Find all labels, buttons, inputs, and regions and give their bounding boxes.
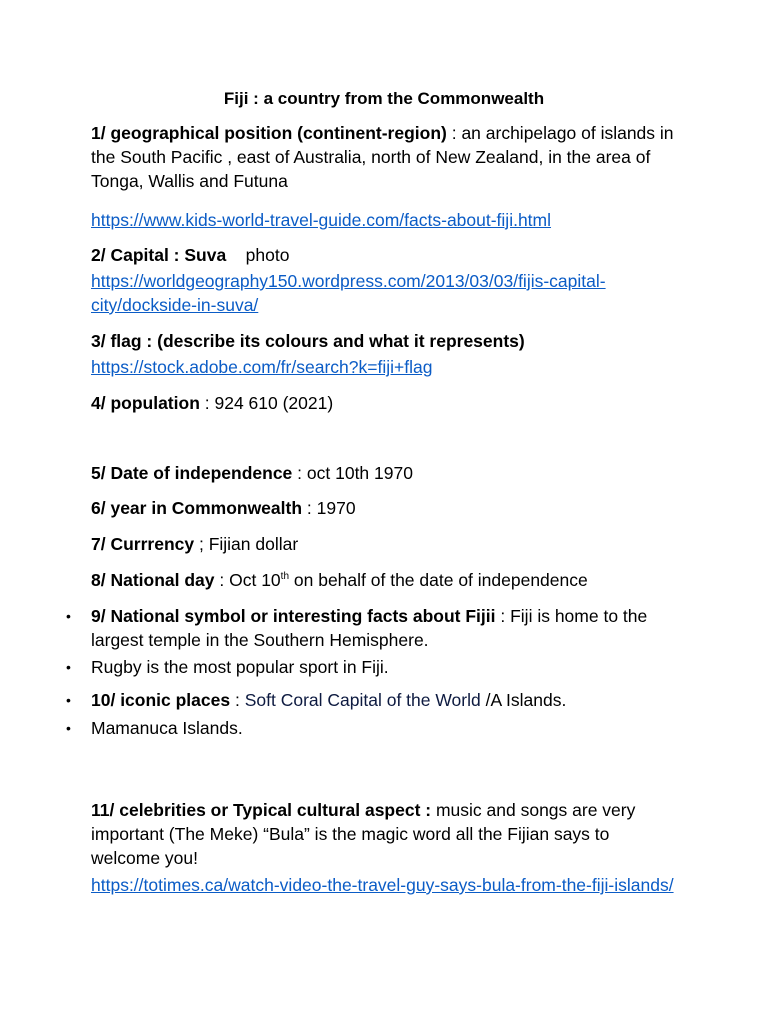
- bullet-symbol: •: [66, 692, 71, 708]
- kids-world-travel-guide-link[interactable]: https://www.kids-world-travel-guide.com/facts-about-fiji.html: [91, 210, 552, 230]
- section-population: 4/ population : 924 610 (2021): [91, 393, 334, 413]
- section-text: oct 10th 1970: [306, 463, 413, 483]
- section-currency: 7/ Currrency ; Fijian dollar: [91, 534, 299, 554]
- bullet-item-mamanuca: Mamanuca Islands.: [91, 718, 243, 738]
- worldgeography-link[interactable]: https://worldgeography150.wordpress.com/2013/03/03/fijis-capital-city/dockside-in-suva/: [91, 271, 606, 315]
- section-label: 7/ Currrency: [91, 534, 195, 554]
- section-geographical-position: 1/ geographical position (continent-region) : an archipelago of islands in the South Pacific , east of Australia, north of New Zealand, in the area of Tonga, Wallis and Futuna: [91, 123, 674, 191]
- bullet-symbol: •: [66, 720, 71, 736]
- bullet-symbol: •: [66, 608, 71, 624]
- section-label: 11/ celebrities or Typical cultural aspect :: [91, 800, 432, 820]
- soft-coral-capital-text: Soft Coral Capital of the World: [244, 690, 481, 710]
- link-row: [91, 208, 691, 232]
- section-national-day: 8/ National day : Oct 10th on behalf of the date of independence: [91, 570, 588, 590]
- bullet-item-national-symbol: 9/ National symbol or interesting facts about Fijii : Fiji is home to the largest temple in the Southern Hemisphere.: [91, 606, 648, 650]
- totimes-video-link[interactable]: https://totimes.ca/watch-video-the-travel-guy-says-bula-from-the-fiji-islands/: [91, 875, 674, 895]
- bullet-symbol: •: [66, 659, 71, 675]
- link-row: [91, 873, 681, 897]
- section-label: 1/ geographical position (continent-region): [91, 123, 447, 143]
- bullet-item-rugby: Rugby is the most popular sport in Fiji.: [91, 657, 389, 677]
- section-independence: 5/ Date of independence : oct 10th 1970: [91, 463, 413, 483]
- section-commonwealth-year: 6/ year in Commonwealth : 1970: [91, 498, 356, 518]
- section-text: an archipelago of islands in the South Pacific , east of Australia, north of New Zealand, in the area of Tonga, Wallis and Futuna: [91, 123, 674, 191]
- page-title: Fiji : a country from the Commonwealth: [223, 89, 545, 108]
- section-text: music and songs are very important (The Meke) “Bula” is the magic word all the Fijian says to welcome you!: [91, 800, 636, 868]
- section-text: 1970: [316, 498, 356, 518]
- section-capital: [91, 243, 691, 267]
- bullet-item-iconic-places: 10/ iconic places : Soft Coral Capital of the World /A Islands.: [91, 690, 567, 710]
- section-flag: [91, 329, 691, 353]
- link-row: [91, 355, 691, 379]
- section-label: 8/ National day: [91, 570, 215, 590]
- section-label: 2/ Capital : Suva: [91, 245, 227, 265]
- section-label: 5/ Date of independence: [91, 463, 293, 483]
- section-text: Fiji is home to the largest temple in the Southern Hemisphere.: [91, 606, 648, 650]
- section-culture: [91, 798, 681, 870]
- section-text: photo: [245, 245, 290, 265]
- adobe-stock-flag-link[interactable]: https://stock.adobe.com/fr/search?k=fiji+flag: [91, 357, 433, 377]
- section-text: Fijian dollar: [208, 534, 299, 554]
- section-label: 9/ National symbol or interesting facts about Fijii: [91, 606, 496, 626]
- section-label: 4/ population: [91, 393, 200, 413]
- section-text: 924 610 (2021): [214, 393, 334, 413]
- section-label: 6/ year in Commonwealth: [91, 498, 303, 518]
- link-row: [91, 269, 681, 317]
- section-label: 10/ iconic places: [91, 690, 231, 710]
- section-label: 3/ flag : (describe its colours and what it represents): [91, 331, 525, 351]
